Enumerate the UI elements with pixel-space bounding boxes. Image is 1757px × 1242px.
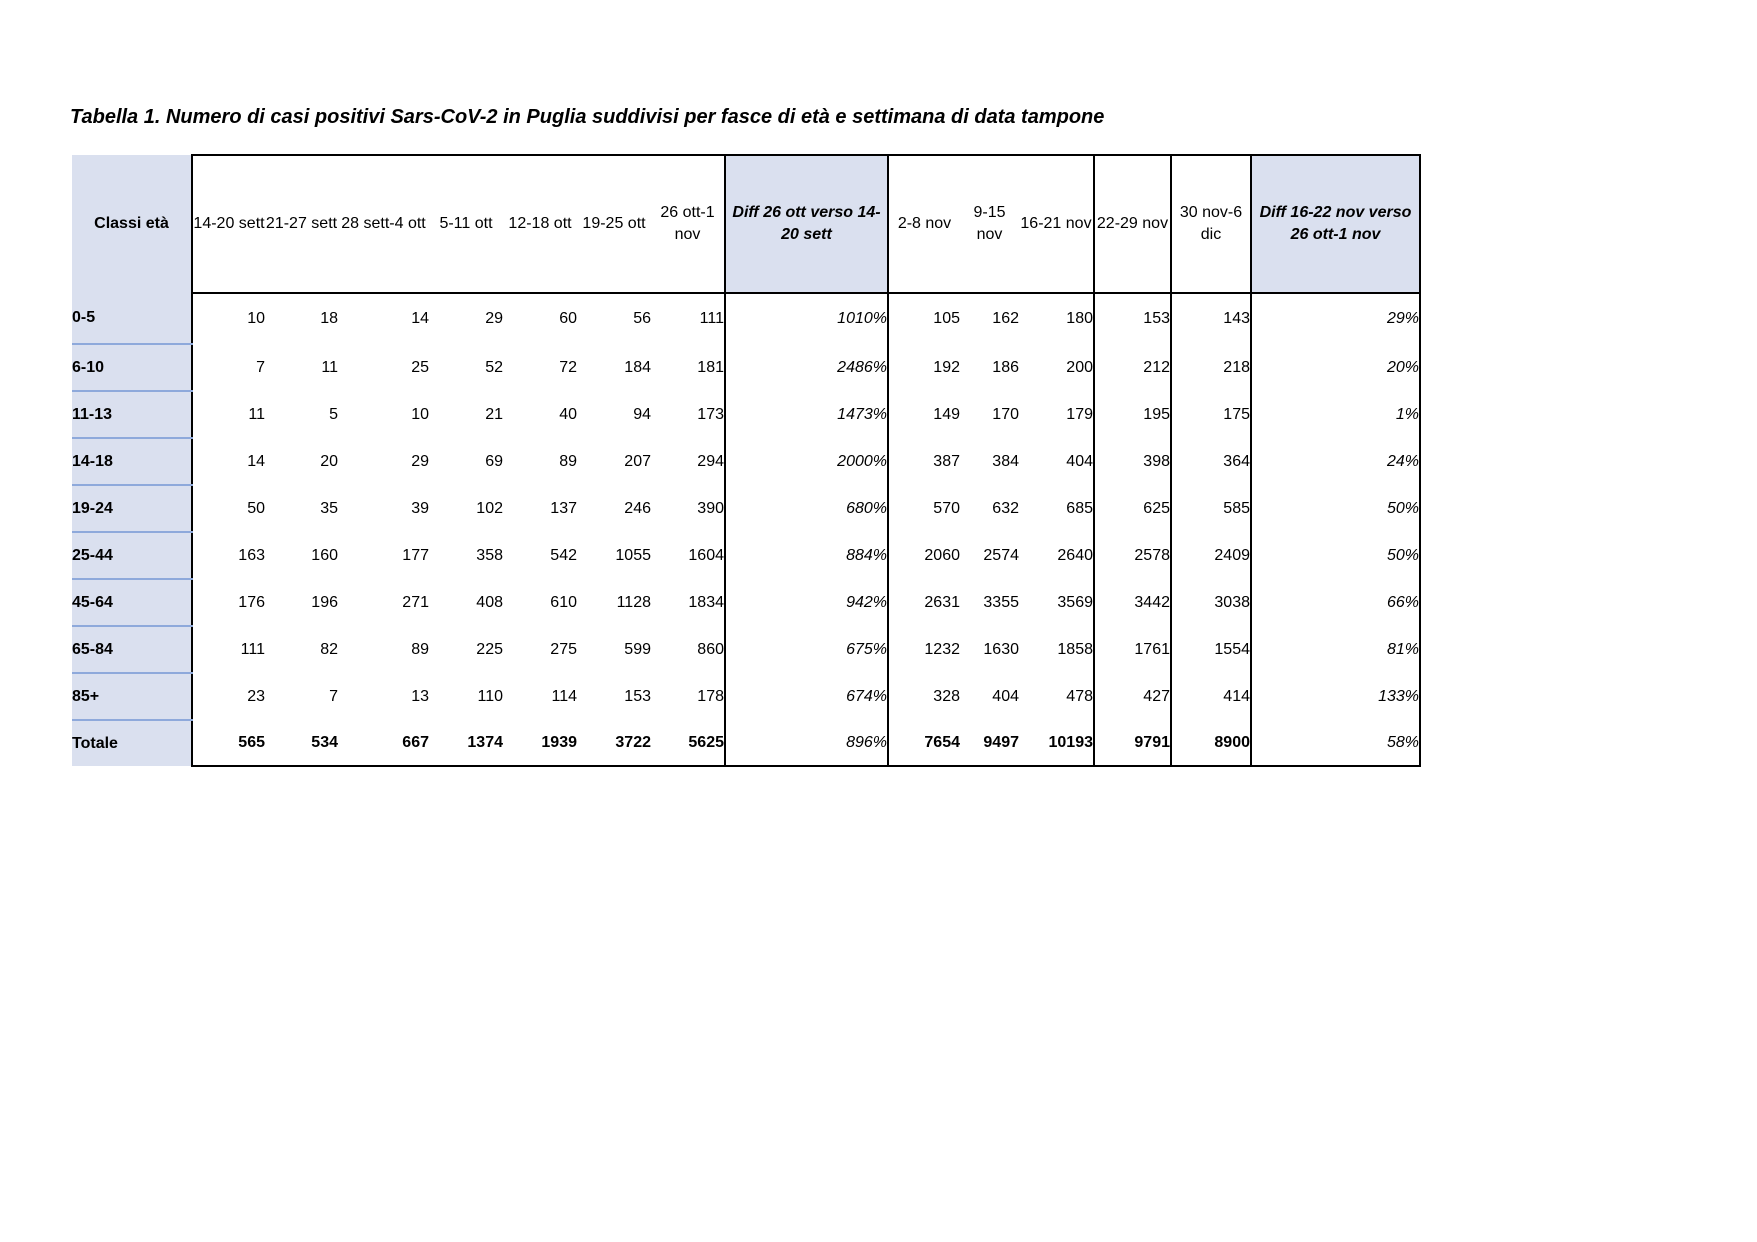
value-cell: 200	[1019, 344, 1094, 391]
column-header: 12-18 ott	[503, 155, 577, 293]
value-cell: 29	[411, 452, 429, 470]
value-cell: 192	[933, 358, 960, 376]
diff-cell: 58%	[1251, 720, 1420, 766]
value-cell: 89	[411, 640, 429, 658]
value-cell: 94	[633, 405, 651, 423]
column-header: 21-27 sett	[265, 155, 338, 293]
value-cell: 390	[697, 499, 724, 517]
value-cell: 2631	[924, 593, 960, 611]
column-header: 9-15 nov	[960, 155, 1019, 293]
value-cell: 14	[192, 438, 265, 485]
table-row	[72, 344, 1420, 391]
value-cell: 1055	[615, 546, 651, 564]
value-cell: 599	[624, 640, 651, 658]
value-cell: 610	[550, 593, 577, 611]
value-cell: 3569	[1019, 579, 1094, 626]
age-class-label: 11-13	[72, 391, 192, 438]
value-cell: 23	[192, 673, 265, 720]
value-cell: 218	[1223, 358, 1250, 376]
column-header: 5-11 ott	[429, 155, 503, 293]
column-header: 14-20 sett	[192, 155, 265, 293]
total-row	[72, 720, 1420, 766]
value-cell: 1604	[688, 546, 724, 564]
diff-cell: 29%	[1251, 293, 1420, 344]
value-cell: 542	[550, 546, 577, 564]
value-cell: 179	[1019, 391, 1094, 438]
age-class-label: 25-44	[72, 532, 192, 579]
value-cell: 160	[311, 546, 338, 564]
diff-cell: 1473%	[725, 391, 888, 438]
value-cell: 39	[411, 499, 429, 517]
value-cell: 60	[559, 310, 577, 327]
age-class-label: 6-10	[72, 344, 192, 391]
value-cell: 585	[1223, 499, 1250, 517]
column-header: 28 sett-4 ott	[338, 155, 429, 293]
diff-cell: 942%	[725, 579, 888, 626]
value-cell: 7654	[888, 720, 960, 766]
value-cell: 8900	[1171, 720, 1251, 766]
value-cell: 14	[411, 310, 429, 327]
value-cell: 180	[1019, 293, 1094, 344]
value-cell: 10	[192, 293, 265, 344]
value-cell: 5625	[651, 720, 725, 766]
diff-cell: 133%	[1251, 673, 1420, 720]
value-cell: 478	[1019, 673, 1094, 720]
value-cell: 685	[1019, 485, 1094, 532]
value-cell: 384	[992, 452, 1019, 470]
value-cell: 404	[992, 687, 1019, 705]
value-cell: 3442	[1094, 579, 1171, 626]
value-cell: 3722	[577, 720, 651, 766]
value-cell: 149	[933, 405, 960, 423]
value-cell: 162	[992, 310, 1019, 327]
value-cell: 25	[411, 358, 429, 376]
column-header: 2-8 nov	[888, 155, 960, 293]
value-cell: 1630	[983, 640, 1019, 658]
value-cell: 153	[1094, 293, 1171, 344]
table-row	[72, 391, 1420, 438]
column-header: 30 nov-6 dic	[1171, 155, 1251, 293]
age-class-label: 0-5	[72, 293, 192, 344]
value-cell: 173	[697, 405, 724, 423]
value-cell: 50	[192, 485, 265, 532]
value-cell: 860	[697, 640, 724, 658]
value-cell: 153	[624, 687, 651, 705]
diff-cell: 896%	[725, 720, 888, 766]
age-class-label: 85+	[72, 673, 192, 720]
value-cell: 2574	[983, 546, 1019, 564]
value-cell: 52	[485, 358, 503, 376]
value-cell: 427	[1094, 673, 1171, 720]
age-class-label: 45-64	[72, 579, 192, 626]
value-cell: 667	[338, 720, 429, 766]
value-cell: 275	[550, 640, 577, 658]
diff-cell: 1010%	[725, 293, 888, 344]
value-cell: 89	[559, 452, 577, 470]
value-cell: 570	[933, 499, 960, 517]
value-cell: 1834	[688, 593, 724, 611]
value-cell: 1128	[616, 593, 651, 611]
value-cell: 328	[933, 687, 960, 705]
value-cell: 2409	[1214, 546, 1250, 564]
value-cell: 102	[476, 499, 503, 517]
value-cell: 29	[485, 310, 503, 327]
table-row	[72, 579, 1420, 626]
value-cell: 1374	[429, 720, 503, 766]
value-cell: 1761	[1094, 626, 1171, 673]
table-caption: Tabella 1. Numero di casi positivi Sars-CoV-2 in Puglia suddivisi per fasce di età e settimana di data tampone	[70, 106, 1105, 128]
value-cell: 625	[1094, 485, 1171, 532]
diff-cell: 20%	[1251, 344, 1420, 391]
value-cell: 5	[329, 405, 338, 423]
value-cell: 414	[1223, 687, 1250, 705]
diff-cell: 680%	[725, 485, 888, 532]
value-cell: 364	[1223, 452, 1250, 470]
value-cell: 10	[411, 405, 429, 423]
value-cell: 3038	[1214, 593, 1250, 611]
value-cell: 1858	[1019, 626, 1094, 673]
value-cell: 178	[697, 687, 724, 705]
diff-cell: 2486%	[725, 344, 888, 391]
value-cell: 21	[485, 405, 503, 423]
value-cell: 170	[992, 405, 1019, 423]
value-cell: 9497	[960, 720, 1019, 766]
value-cell: 294	[697, 452, 724, 470]
value-cell: 207	[624, 452, 651, 470]
value-cell: 114	[551, 687, 577, 705]
diff-cell: 674%	[725, 673, 888, 720]
value-cell: 176	[192, 579, 265, 626]
value-cell: 3355	[983, 593, 1019, 611]
header-row	[72, 155, 1420, 293]
value-cell: 175	[1223, 405, 1250, 423]
diff-cell: 1%	[1251, 391, 1420, 438]
value-cell: 2578	[1094, 532, 1171, 579]
value-cell: 534	[265, 720, 338, 766]
value-cell: 111	[192, 626, 265, 673]
table-row	[72, 485, 1420, 532]
value-cell: 9791	[1094, 720, 1171, 766]
diff-cell: 50%	[1251, 532, 1420, 579]
value-cell: 2060	[924, 546, 960, 564]
value-cell: 398	[1094, 438, 1171, 485]
value-cell: 137	[550, 499, 577, 517]
value-cell: 2640	[1019, 532, 1094, 579]
value-cell: 20	[320, 452, 338, 470]
column-header: 19-25 ott	[577, 155, 651, 293]
value-cell: 1554	[1214, 640, 1250, 658]
table-row	[72, 293, 1420, 344]
corner-header: Classi età	[72, 155, 192, 293]
cases-table	[72, 154, 1421, 767]
value-cell: 404	[1019, 438, 1094, 485]
diff-cell: 675%	[725, 626, 888, 673]
diff-cell: 24%	[1251, 438, 1420, 485]
value-cell: 143	[1223, 310, 1250, 327]
diff-cell: 81%	[1251, 626, 1420, 673]
value-cell: 1232	[924, 640, 960, 658]
value-cell: 196	[311, 593, 338, 611]
value-cell: 186	[992, 358, 1019, 376]
diff-cell: 50%	[1251, 485, 1420, 532]
column-header: 22-29 nov	[1094, 155, 1171, 293]
table-row	[72, 626, 1420, 673]
value-cell: 69	[485, 452, 503, 470]
value-cell: 7	[192, 344, 265, 391]
diff-column-header: Diff 26 ott verso 14-20 sett	[725, 155, 888, 293]
value-cell: 35	[320, 499, 338, 517]
age-class-label: Totale	[72, 720, 192, 766]
column-header: 26 ott-1 nov	[651, 155, 725, 293]
value-cell: 10193	[1019, 720, 1094, 766]
value-cell: 40	[559, 405, 577, 423]
value-cell: 72	[559, 358, 577, 376]
age-class-label: 14-18	[72, 438, 192, 485]
value-cell: 408	[476, 593, 503, 611]
diff-column-header: Diff 16-22 nov verso 26 ott-1 nov	[1251, 155, 1420, 293]
value-cell: 82	[320, 640, 338, 658]
diff-cell: 884%	[725, 532, 888, 579]
value-cell: 246	[624, 499, 651, 517]
value-cell: 225	[476, 640, 503, 658]
value-cell: 110	[477, 687, 503, 705]
column-header: 16-21 nov	[1019, 155, 1094, 293]
value-cell: 56	[633, 310, 651, 327]
value-cell: 1939	[503, 720, 577, 766]
age-class-label: 65-84	[72, 626, 192, 673]
value-cell: 111	[699, 310, 724, 327]
value-cell: 105	[933, 310, 960, 327]
value-cell: 632	[992, 499, 1019, 517]
diff-cell: 66%	[1251, 579, 1420, 626]
value-cell: 18	[320, 310, 338, 327]
value-cell: 11	[192, 391, 265, 438]
value-cell: 358	[476, 546, 503, 564]
age-class-label: 19-24	[72, 485, 192, 532]
value-cell: 271	[402, 593, 429, 611]
value-cell: 11	[321, 358, 338, 376]
value-cell: 195	[1094, 391, 1171, 438]
diff-cell: 2000%	[725, 438, 888, 485]
value-cell: 13	[411, 687, 429, 705]
table-row	[72, 438, 1420, 485]
value-cell: 177	[402, 546, 429, 564]
value-cell: 7	[329, 687, 338, 705]
value-cell: 212	[1094, 344, 1171, 391]
table-row	[72, 532, 1420, 579]
table-row	[72, 673, 1420, 720]
value-cell: 565	[192, 720, 265, 766]
value-cell: 184	[624, 358, 651, 376]
value-cell: 181	[697, 358, 724, 376]
value-cell: 163	[192, 532, 265, 579]
value-cell: 387	[933, 452, 960, 470]
